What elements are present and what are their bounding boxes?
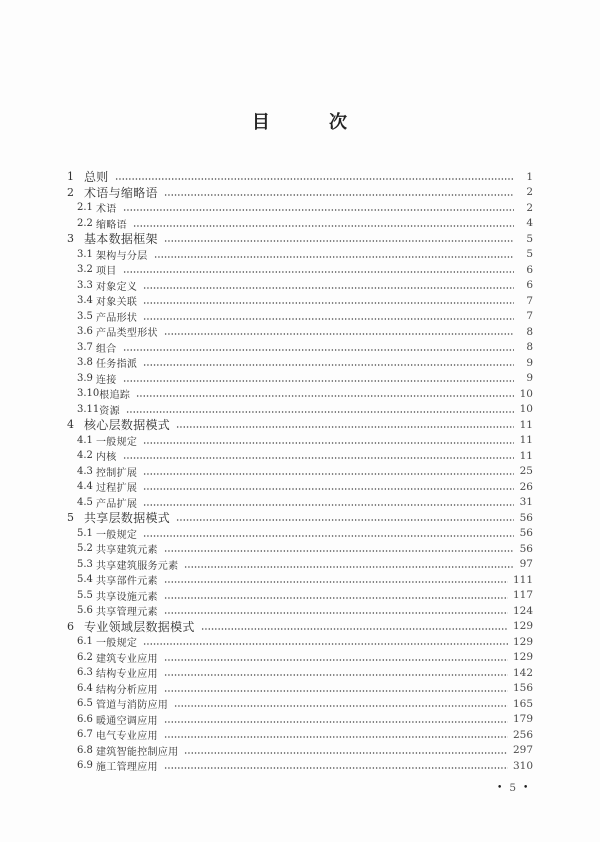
- toc-entry: [67, 758, 533, 774]
- page-footer: [497, 782, 528, 794]
- toc-entry: [67, 557, 533, 573]
- toc-entry: [67, 495, 533, 511]
- toc-entry-label: 管道与消防应用: [96, 700, 169, 712]
- toc-entry-page: 5: [526, 232, 533, 245]
- toc-entry: [67, 417, 533, 433]
- toc-entry-label: 专业领域层数据模式: [84, 619, 195, 634]
- dot-leader: [164, 689, 508, 693]
- dot-leader: [143, 286, 514, 290]
- toc-entry: [67, 464, 533, 480]
- toc-entry-label: 共享建筑元素: [96, 545, 158, 557]
- toc-entry: [67, 681, 533, 697]
- toc-entry-label: 控制扩展: [96, 467, 138, 479]
- toc-entry: [67, 448, 533, 464]
- toc-entry-label: 共享设施元素: [96, 591, 158, 603]
- toc-entry-number: 4.4: [77, 481, 93, 493]
- toc-entry-page: 56: [519, 542, 533, 555]
- toc-entry-number: 3.6: [77, 326, 93, 338]
- footer-left-dot: •: [497, 782, 503, 793]
- toc-entry-page: 6: [526, 279, 533, 292]
- toc-entry-label: 共享建筑服务元素: [96, 560, 179, 572]
- dot-leader: [164, 549, 514, 553]
- toc-entry: [67, 355, 533, 371]
- toc-entry-number: 6.3: [77, 667, 93, 679]
- toc-entry: [67, 324, 533, 340]
- toc-entry-page: 165: [512, 697, 533, 710]
- toc-entry-number: 6.5: [77, 698, 93, 710]
- toc-entry-number: 3.4: [77, 295, 93, 307]
- toc-entry-page: 9: [526, 356, 533, 369]
- toc-entry-page: 5: [526, 248, 533, 261]
- toc-entry-page: 2: [526, 201, 533, 214]
- toc-entry-page: 97: [519, 558, 533, 571]
- dot-leader: [164, 658, 508, 662]
- toc-entry-page: 7: [526, 310, 533, 323]
- toc-entry-page: 117: [512, 589, 533, 602]
- toc-entry-label: 对象定义: [96, 281, 138, 293]
- toc-entry-label: 施工管理应用: [96, 762, 158, 774]
- dot-leader: [143, 503, 514, 507]
- toc-entry-page: 142: [512, 666, 533, 679]
- toc-entry: [67, 340, 533, 356]
- dot-leader: [136, 394, 514, 398]
- toc-entry-number: 3.7: [77, 341, 93, 353]
- toc-entry-number: 3.2: [77, 264, 93, 276]
- toc-entry-label: 结构专业应用: [96, 669, 158, 681]
- toc-entry-page: 256: [512, 728, 533, 741]
- toc-entry-label: 术语: [96, 204, 117, 216]
- dot-leader: [133, 224, 514, 228]
- dot-leader: [164, 332, 514, 336]
- dot-leader: [143, 534, 514, 538]
- footer-page-number: 5: [509, 782, 516, 794]
- toc-entry-number: 6.7: [77, 729, 93, 741]
- toc-entry-page: 111: [512, 573, 533, 586]
- toc-entry: [67, 433, 533, 449]
- toc-entry-label: 共享层数据模式: [84, 511, 171, 526]
- toc-entry: [67, 293, 533, 309]
- toc-entry: [67, 200, 533, 216]
- toc-entry-number: 3.9: [77, 372, 93, 384]
- toc-entry-number: 2.2: [77, 217, 93, 229]
- toc-entry: [67, 619, 533, 635]
- toc-entry-number: 2: [67, 185, 74, 199]
- toc-entry-page: 129: [512, 651, 533, 664]
- toc-entry: [67, 650, 533, 666]
- toc-entry-number: 4.5: [77, 496, 93, 508]
- toc-entry-page: 10: [519, 387, 533, 400]
- toc-entry-label: 内核: [96, 452, 117, 464]
- dot-leader: [164, 720, 508, 724]
- dot-leader: [164, 596, 508, 600]
- toc-entry-page: 56: [519, 511, 533, 524]
- toc-entry-label: 架构与分层: [96, 250, 148, 262]
- dot-leader: [123, 379, 514, 383]
- toc-entry-label: 资源: [99, 405, 120, 417]
- toc-entry-number: 3.3: [77, 279, 93, 291]
- toc-entry-label: 共享部件元素: [96, 576, 158, 588]
- dot-leader: [143, 642, 508, 646]
- toc-entry: [67, 541, 533, 557]
- toc-entry-label: 产品扩展: [96, 498, 138, 510]
- dot-leader: [184, 751, 508, 755]
- toc-entry: [67, 247, 533, 263]
- toc-entry-number: 3: [67, 232, 74, 246]
- toc-list: [67, 169, 533, 774]
- toc-entry-page: 8: [526, 325, 533, 338]
- toc-entry-number: 3.11: [77, 403, 100, 415]
- toc-entry-number: 6.6: [77, 713, 93, 725]
- dot-leader: [164, 611, 508, 615]
- toc-entry-page: 1: [526, 170, 533, 183]
- toc-entry-label: 项目: [96, 266, 117, 278]
- toc-entry-label: 连接: [96, 374, 117, 386]
- toc-entry-number: 5.2: [77, 543, 93, 555]
- toc-entry-page: 156: [512, 682, 533, 695]
- toc-entry: [67, 278, 533, 294]
- dot-leader: [143, 487, 514, 491]
- toc-entry-label: 缩略语: [96, 219, 127, 231]
- toc-entry: [67, 696, 533, 712]
- toc-entry-label: 对象关联: [96, 297, 138, 309]
- toc-entry-number: 1: [67, 170, 74, 184]
- toc-entry-label: 总则: [84, 170, 109, 185]
- toc-entry-page: 11: [519, 418, 533, 431]
- toc-entry: [67, 572, 533, 588]
- toc-entry-number: 5.6: [77, 605, 93, 617]
- toc-entry-label: 一般规定: [96, 436, 138, 448]
- toc-entry-page: 9: [526, 372, 533, 385]
- toc-entry: [67, 371, 533, 387]
- toc-entry-label: 产品类型形状: [96, 328, 158, 340]
- dot-leader: [176, 425, 514, 429]
- toc-entry-page: 11: [519, 434, 533, 447]
- dot-leader: [143, 317, 514, 321]
- dot-leader: [164, 580, 508, 584]
- toc-entry-number: 4: [67, 418, 74, 432]
- dot-leader: [164, 735, 508, 739]
- toc-entry-number: 5: [67, 511, 74, 525]
- toc-entry-page: 124: [512, 604, 533, 617]
- toc-entry-label: 结构分析应用: [96, 684, 158, 696]
- toc-entry-label: 核心层数据模式: [84, 418, 171, 433]
- toc-entry-label: 任务指派: [96, 359, 138, 371]
- toc-entry-page: 25: [519, 465, 533, 478]
- toc-entry-label: 基本数据框架: [84, 232, 158, 247]
- toc-entry: [67, 386, 533, 402]
- dot-leader: [201, 627, 508, 631]
- toc-entry-page: 6: [526, 263, 533, 276]
- dot-leader: [143, 441, 514, 445]
- dot-leader: [123, 456, 514, 460]
- toc-entry-page: 2: [526, 186, 533, 199]
- toc-entry: [67, 634, 533, 650]
- dot-leader: [126, 410, 514, 414]
- toc-entry: [67, 479, 533, 495]
- toc-entry-page: 10: [519, 403, 533, 416]
- toc-entry: [67, 526, 533, 542]
- toc-entry-page: 7: [526, 294, 533, 307]
- toc-entry-page: 297: [512, 744, 533, 757]
- toc-entry-label: 一般规定: [96, 638, 138, 650]
- toc-entry-number: 5.5: [77, 589, 93, 601]
- dot-leader: [154, 255, 515, 259]
- dot-leader: [164, 239, 514, 243]
- toc-entry-label: 共享管理元素: [96, 607, 158, 619]
- toc-entry-number: 3.1: [77, 248, 93, 260]
- toc-entry-page: 129: [512, 620, 533, 633]
- toc-entry: [67, 743, 533, 759]
- toc-entry-number: 4.2: [77, 450, 93, 462]
- toc-entry-page: 11: [519, 449, 533, 462]
- toc-entry-number: 6: [67, 619, 74, 633]
- toc-entry-page: 4: [526, 217, 533, 230]
- toc-entry-number: 6.8: [77, 744, 93, 756]
- toc-entry-label: 过程扩展: [96, 483, 138, 495]
- toc-entry-page: 310: [512, 759, 533, 772]
- dot-leader: [164, 766, 508, 770]
- toc-entry-label: 一般规定: [96, 529, 138, 541]
- footer-right-dot: •: [523, 782, 529, 793]
- toc-entry-label: 产品形状: [96, 312, 138, 324]
- toc-entry-number: 4.1: [77, 434, 93, 446]
- dot-leader: [143, 363, 514, 367]
- toc-entry-page: 129: [512, 635, 533, 648]
- toc-entry-number: 3.8: [77, 357, 93, 369]
- toc-entry: [67, 169, 533, 185]
- toc-entry-number: 6.4: [77, 682, 93, 694]
- toc-entry-number: 3.10: [77, 388, 100, 400]
- toc-entry-number: 5.3: [77, 558, 93, 570]
- toc-entry: [67, 712, 533, 728]
- dot-leader: [115, 177, 514, 181]
- dot-leader: [123, 270, 514, 274]
- toc-entry: [67, 185, 533, 201]
- toc-entry-number: 5.4: [77, 574, 93, 586]
- dot-leader: [164, 193, 514, 197]
- toc-entry-number: 3.5: [77, 310, 93, 322]
- toc-entry: [67, 262, 533, 278]
- toc-entry-page: 26: [519, 480, 533, 493]
- toc-entry-page: 56: [519, 527, 533, 540]
- dot-leader: [143, 301, 514, 305]
- toc-entry-number: 5.1: [77, 527, 93, 539]
- toc-entry-number: 6.9: [77, 760, 93, 772]
- toc-entry: [67, 665, 533, 681]
- toc-entry-number: 4.3: [77, 465, 93, 477]
- toc-entry: [67, 588, 533, 604]
- dot-leader: [123, 208, 514, 212]
- toc-entry: [67, 216, 533, 232]
- toc-entry-label: 建筑专业应用: [96, 653, 158, 665]
- toc-entry-label: 组合: [96, 343, 117, 355]
- toc-entry-number: 2.1: [77, 202, 93, 214]
- dot-leader: [164, 673, 508, 677]
- toc-entry-label: 电气专业应用: [96, 731, 158, 743]
- toc-entry: [67, 727, 533, 743]
- toc-entry-page: 179: [512, 713, 533, 726]
- dot-leader: [176, 518, 514, 522]
- dot-leader: [123, 348, 514, 352]
- dot-leader: [184, 565, 514, 569]
- toc-entry-page: 8: [526, 341, 533, 354]
- toc-entry-number: 6.1: [77, 636, 93, 648]
- page-title: 目 次: [251, 112, 349, 133]
- toc-entry-label: 根追踪: [99, 390, 131, 402]
- toc-entry: [67, 510, 533, 526]
- toc-entry-page: 31: [519, 496, 533, 509]
- dot-leader: [174, 704, 508, 708]
- toc-entry: [67, 603, 533, 619]
- toc-entry: [67, 309, 533, 325]
- dot-leader: [143, 472, 514, 476]
- toc-entry-number: 6.2: [77, 651, 93, 663]
- toc-entry-label: 暖通空调应用: [96, 715, 158, 727]
- toc-entry: [67, 231, 533, 247]
- toc-entry-label: 术语与缩略语: [84, 185, 158, 200]
- toc-entry: [67, 402, 533, 418]
- toc-entry-label: 建筑智能控制应用: [96, 746, 179, 758]
